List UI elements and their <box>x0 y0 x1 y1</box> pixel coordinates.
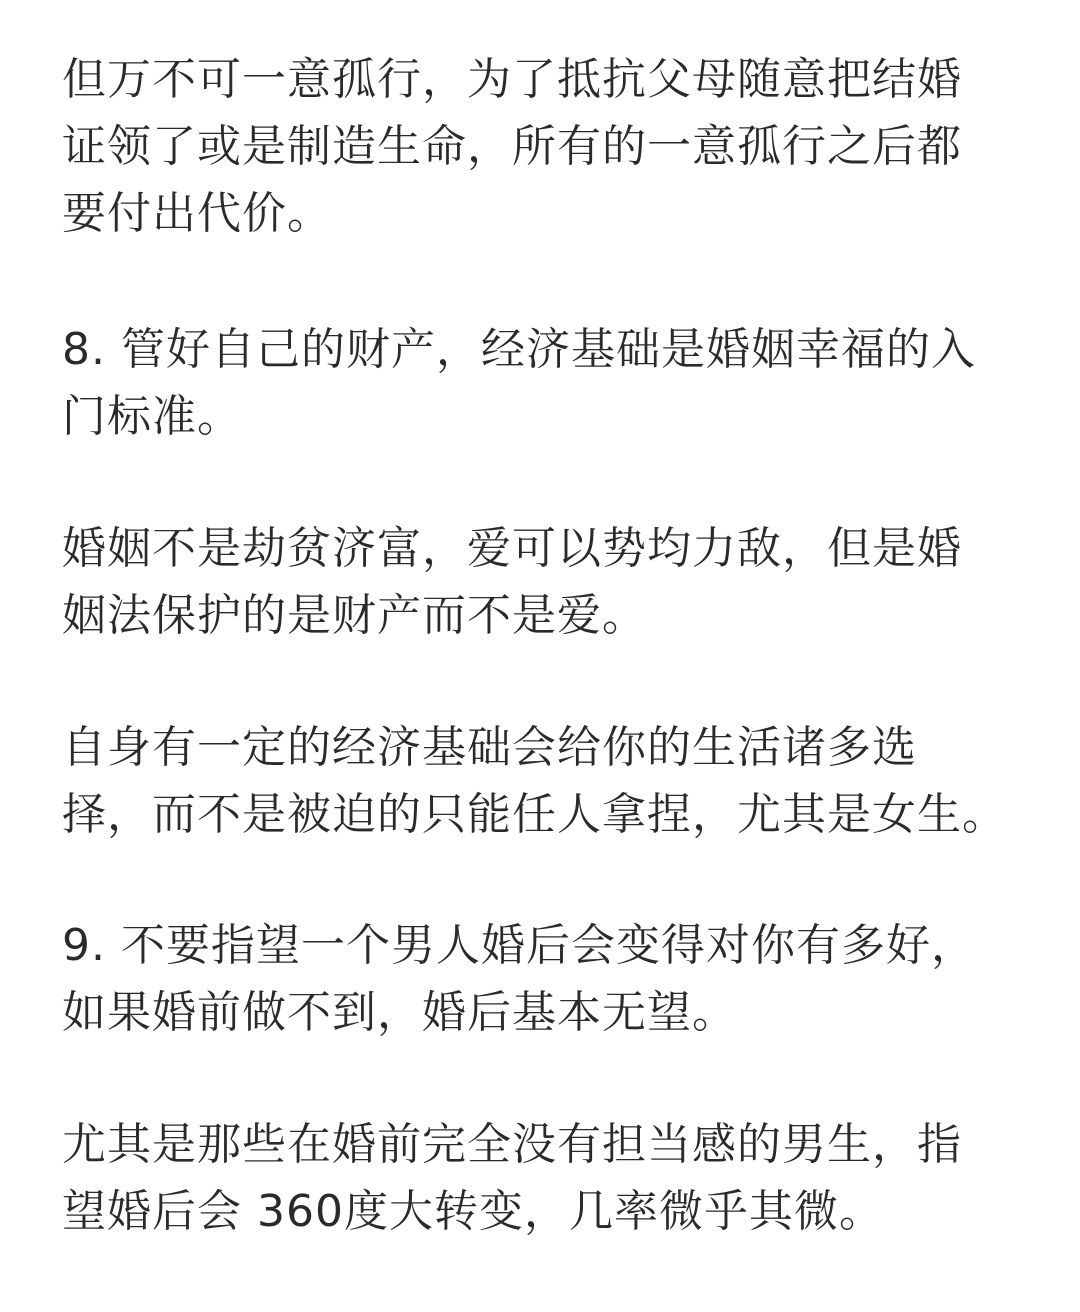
text-line: 但万不可一意孤行，为了抵抗父母随意把结婚 <box>62 54 962 105</box>
paragraph-no-responsibility <box>62 1111 1042 1245</box>
text-line: 门标准。 <box>62 391 242 442</box>
paragraph-economic-choice <box>62 714 1042 848</box>
text-line: 婚姻不是劫贫济富，爱可以势均力敌，但是婚 <box>62 523 962 574</box>
paragraph-point-8 <box>62 316 1042 450</box>
text-line: 望婚后会 360度大转变，几率微乎其微。 <box>62 1186 884 1237</box>
text-line: 姻法保护的是财产而不是爱。 <box>62 590 647 641</box>
text-line: 择，而不是被迫的只能任人拿捏，尤其是女生。 <box>62 789 1007 840</box>
paragraph-warning-impulsive <box>62 46 1042 247</box>
text-line: 8. 管好自己的财产，经济基础是婚姻幸福的入 <box>62 324 976 375</box>
text-line: 自身有一定的经济基础会给你的生活诸多选 <box>62 722 917 773</box>
paragraph-point-9 <box>62 912 1042 1046</box>
text-line: 如果婚前做不到，婚后基本无望。 <box>62 987 737 1038</box>
text-line: 要付出代价。 <box>62 188 332 239</box>
text-line: 尤其是那些在婚前完全没有担当感的男生，指 <box>62 1119 962 1170</box>
paragraph-marriage-property <box>62 515 1042 649</box>
text-line: 9. 不要指望一个男人婚后会变得对你有多好， <box>62 920 976 971</box>
text-line: 证领了或是制造生命，所有的一意孤行之后都 <box>62 121 962 172</box>
